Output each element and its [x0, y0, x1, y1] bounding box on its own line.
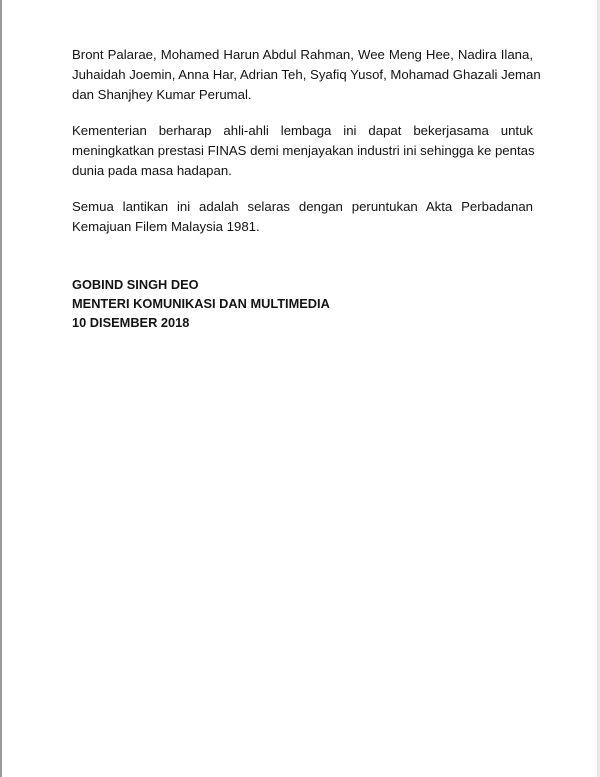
signatory-name: GOBIND SINGH DEO	[72, 277, 199, 292]
paragraph-line: Kementerian berharap ahli-ahli lembaga ini dapat bekerjasama untuk	[72, 123, 533, 138]
signature-block	[72, 275, 533, 332]
paragraph-ministry-hope	[72, 121, 533, 181]
paragraph-board-members	[72, 45, 541, 105]
paragraph-line: meningkatkan prestasi FINAS demi menjayakan industri ini sehingga ke pentas	[72, 143, 535, 158]
paragraph-legal-basis	[72, 197, 533, 237]
paragraph-line: Bront Palarae, Mohamed Harun Abdul Rahman, Wee Meng Hee, Nadira Ilana,	[72, 47, 533, 62]
paragraph-line: Juhaidah Joemin, Anna Har, Adrian Teh, Syafiq Yusof, Mohamad Ghazali Jeman	[72, 67, 541, 82]
paragraph-line: Semua lantikan ini adalah selaras dengan peruntukan Akta Perbadanan	[72, 199, 533, 214]
signatory-position: MENTERI KOMUNIKASI DAN MULTIMEDIA	[72, 296, 330, 311]
paragraph-line: Kemajuan Filem Malaysia 1981.	[72, 219, 260, 234]
paragraph-line: dunia pada masa hadapan.	[72, 163, 232, 178]
document-body	[72, 45, 541, 332]
signature-date: 10 DISEMBER 2018	[72, 315, 190, 330]
paragraph-line: dan Shanjhey Kumar Perumal.	[72, 87, 252, 102]
